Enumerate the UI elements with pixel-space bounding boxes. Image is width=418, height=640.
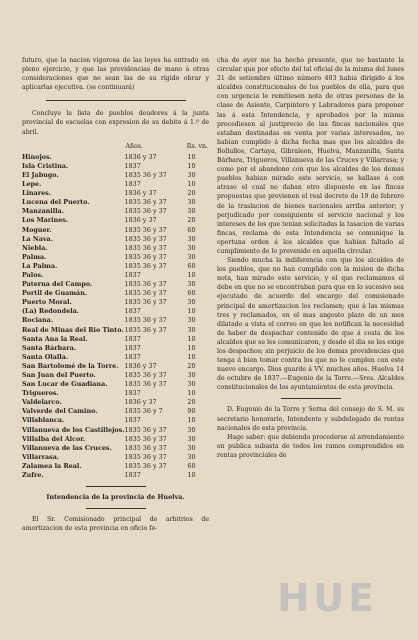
town-years: 1837 [124, 180, 141, 189]
divider [281, 398, 341, 399]
town-amount-extra [196, 471, 209, 480]
table-row [22, 216, 209, 225]
right-paragraph-3: D. Eugenio de la Torre y Serna del consejo de S. M. su secretario honorario, Intendente y subdelegado de rentas nacionales de esta provincia. [217, 406, 404, 432]
town-amount: 30 [187, 252, 196, 261]
town-name: (La) Redondela. [22, 307, 79, 316]
section-text: El Sr. Comisionado principal de arbitrios de amortizacion de esta provincia en oficio fe- [22, 516, 209, 533]
town-amount: 10 [187, 161, 196, 170]
town-amount: 60 [187, 289, 196, 298]
town-years: 1835 36 y 37 [124, 289, 167, 298]
table-row [22, 207, 209, 216]
towns-body [22, 153, 209, 480]
table-row [22, 380, 209, 389]
town-amount: 30 [187, 452, 196, 461]
table-header [22, 141, 209, 153]
town-years: 1835 36 y 37 [124, 243, 167, 252]
town-amount: 10 [187, 334, 196, 343]
town-amount: 60 [187, 225, 196, 234]
town-years: 1835 36 y 37 [124, 425, 167, 434]
divider [46, 100, 186, 101]
town-years: 1835 36 y 37 [124, 461, 167, 470]
town-years: 1835 36 y 37 [124, 434, 167, 443]
table-row [22, 162, 209, 171]
town-years: 1835 36 y 37 [124, 316, 167, 325]
town-amount-extra [196, 380, 209, 389]
town-amount: 30 [187, 234, 196, 243]
town-amount: 30 [187, 434, 196, 443]
town-amount: 10 [187, 307, 196, 316]
town-amount: 30 [187, 325, 196, 334]
town-amount: 30 [187, 380, 196, 389]
town-years: 1837 [124, 343, 141, 352]
table-row [22, 362, 209, 371]
town-amount-extra [196, 298, 209, 307]
town-name: La Nava. [22, 234, 53, 243]
town-years: 1836 y 37 [124, 152, 157, 161]
town-amount: 10 [187, 416, 196, 425]
table-row [22, 416, 209, 425]
town-amount: 30 [187, 425, 196, 434]
town-name: Lepe. [22, 180, 42, 189]
town-years: 1837 [124, 334, 141, 343]
town-amount-extra [196, 289, 209, 298]
town-years: 1837 [124, 161, 141, 170]
table-row [22, 326, 209, 335]
table-row [22, 298, 209, 307]
town-amount: 10 [187, 352, 196, 361]
town-name: San Bartolomé de la Torre. [22, 361, 119, 370]
intro-paragraph: futuro, que la nacion vigorosa de las leyes ha entrado en pleno ejercicio, y que las providencias de mano á otras consideraciones que no sean las de su rígido obrar y aplicarlas ejecutiva. (se continuará) [22, 57, 209, 92]
town-name: La Palma. [22, 261, 58, 270]
town-amount-extra [196, 371, 209, 380]
town-amount-extra [196, 362, 209, 371]
town-years: 1835 36 y 37 [124, 225, 167, 234]
town-amount-extra [196, 435, 209, 444]
town-name: Zalamea la Real. [22, 461, 82, 470]
right-paragraph-1: cha de ayer me ha hecho presente, que no bastante la circular que por efecto del tal oficial de la misma del lunes 21 de setiembre último número 403 habia dirigido á los alcaldes constitucionales de los pueblos de ella, para que con urgencia le remitiesen nota de otras personas de la clase de Asiente, Carpintero y Labradores para proponer las á esta Intendencia, y aprobados por la misma procediesen al justiprecio de las fincas nacionales que estaban destinadas en venta por varias interesados, no habian cumplido á dicha fecha mas que los alcaldes de Bollullos, Cartaya, Gibraleon, Huelva, Manzanilla, Santa Bárbara, Trigueros, Villanueva de las Cruces y Villarrasa; y como por el abandono con que los alcaldes de los demas pueblos habian mirado este servicio, se hallase á con atraso el cual no daban otro dispuesto en las fincas propuestas que previenen el real decreto de 19 de febrero de la traslacion de bienes nacionales arriba anterior; y perjudicado por consiguiente el servicio nacional y los intereses de los que tenian solicitadas la tasacion de varias fincas, reclama de esta Intendencia se comunique la oportuna orden á los alcaldes que habian faltado al cumplimiento de lo prevenido en aquella circular. [217, 57, 404, 255]
town-name: Santa Ana la Real. [22, 334, 88, 343]
town-years: 1837 [124, 416, 141, 425]
right-column [217, 56, 404, 640]
table-row [22, 307, 209, 316]
town-name: Linares. [22, 189, 51, 198]
town-amount-extra [196, 162, 209, 171]
town-name: Villalba del Alcor. [22, 434, 86, 443]
town-amount-extra [196, 316, 209, 325]
town-years: 1837 [124, 352, 141, 361]
town-amount-extra [196, 353, 209, 362]
left-column [14, 56, 209, 640]
town-amount: 30 [187, 316, 196, 325]
town-amount: 30 [187, 243, 196, 252]
town-name: Hinojos. [22, 152, 52, 161]
town-years: 1835 36 y 37 [124, 380, 167, 389]
town-years: 1836 y 37 [124, 216, 157, 225]
table-row [22, 444, 209, 453]
town-amount-extra [196, 180, 209, 189]
divider [86, 486, 146, 487]
town-amount: 90 [187, 407, 196, 416]
town-amount: 30 [187, 371, 196, 379]
town-years: 1835 36 y 37 [124, 371, 167, 379]
town-name: Valverde del Camino. [22, 407, 98, 416]
town-years: 1835 36 y 37 [124, 234, 167, 243]
table-row [22, 189, 209, 198]
town-amount: 20 [187, 398, 196, 407]
table-row [22, 407, 209, 416]
town-amount-extra [196, 216, 209, 225]
town-name: Villanueva de los Castillejos. [22, 425, 125, 434]
table-row [22, 435, 209, 444]
town-amount: 10 [187, 389, 196, 398]
town-name: Isla Cristina. [22, 161, 69, 170]
town-amount: 20 [187, 189, 196, 198]
town-amount-extra [196, 407, 209, 416]
table-row [22, 280, 209, 289]
town-years: 1837 [124, 471, 141, 480]
town-amount-extra [196, 235, 209, 244]
table-row [22, 353, 209, 362]
table-row [22, 398, 209, 407]
divider [86, 508, 146, 509]
town-years: 1835 36 y 37 [124, 280, 167, 289]
table-row [22, 371, 209, 380]
table-row [22, 344, 209, 353]
town-name: Zufre. [22, 471, 44, 480]
town-amount: 10 [187, 471, 196, 480]
town-years: 1835 36 y 37 [124, 207, 167, 216]
town-name: Villarrasa. [22, 452, 60, 461]
town-amount-extra [196, 171, 209, 180]
town-years: 1835 36 y 37 [124, 452, 167, 461]
town-years: 1837 [124, 389, 141, 398]
town-name: Niebla. [22, 243, 48, 252]
right-paragraph-4: Hago saber: que debiendo procederse al arrendamiento en publica subasta de todos los ramos comprendidos en rentas provinciales de [217, 433, 404, 459]
section-heading: Intendencia de la provincia de Huelva. [46, 493, 185, 502]
town-amount-extra [196, 398, 209, 407]
town-years: 1835 36 y 37 [124, 170, 167, 179]
table-row [22, 271, 209, 280]
town-amount: 10 [187, 180, 196, 189]
town-amount-extra [196, 153, 209, 162]
town-years: 1837 [124, 307, 141, 316]
col-years-header: Años. [125, 142, 143, 150]
town-name: Lucena del Puerto. [22, 198, 90, 207]
town-name: San Juan del Puerto. [22, 371, 96, 379]
table-row [22, 171, 209, 180]
town-amount-extra [196, 253, 209, 262]
town-years: 1835 36 y 7 [124, 407, 163, 416]
town-name: Portil de Guamán. [22, 289, 88, 298]
town-amount: 30 [187, 207, 196, 216]
town-amount-extra [196, 226, 209, 235]
town-years: 1835 36 y 37 [124, 252, 167, 261]
town-amount: 60 [187, 461, 196, 470]
town-years: 1835 36 y 37 [124, 198, 167, 207]
table-row [22, 389, 209, 398]
town-name: El Jabugo. [22, 170, 59, 179]
town-name: Villanueva de las Cruces. [22, 443, 112, 452]
town-name: Manzanilla. [22, 207, 64, 216]
town-name: Los Marines. [22, 216, 69, 225]
town-amount-extra [196, 280, 209, 289]
table-row [22, 289, 209, 298]
town-name: Moguer. [22, 225, 52, 234]
town-amount: 10 [187, 343, 196, 352]
table-row [22, 316, 209, 325]
town-amount-extra [196, 444, 209, 453]
town-amount: 30 [187, 298, 196, 307]
debtor-towns-table [22, 141, 209, 480]
table-row [22, 226, 209, 235]
town-amount-extra [196, 189, 209, 198]
town-amount: 30 [187, 280, 196, 289]
town-amount: 20 [187, 361, 196, 370]
town-years: 1836 y 37 [124, 189, 157, 198]
watermark-stamp: HUE [277, 576, 378, 620]
town-years: 1835 36 y 37 [124, 443, 167, 452]
town-name: Rociana. [22, 316, 54, 325]
town-name: Villablanca. [22, 416, 65, 425]
list-intro: Concluye la lista de pueblos deudores á la junta provincial de escuelas con expresion de su debito á 1.º de abril. [22, 110, 209, 136]
town-name: Paterna del Campo. [22, 280, 93, 289]
town-amount-extra [196, 198, 209, 207]
town-amount-extra [196, 453, 209, 462]
town-amount-extra [196, 344, 209, 353]
town-amount: 10 [187, 152, 196, 161]
table-row [22, 180, 209, 189]
town-years: 1836 y 37 [124, 398, 157, 407]
table-row [22, 453, 209, 462]
table-row [22, 471, 209, 480]
table-row [22, 335, 209, 344]
town-amount: 30 [187, 170, 196, 179]
town-amount-extra [196, 335, 209, 344]
town-amount: 10 [187, 270, 196, 279]
table-row [22, 235, 209, 244]
town-amount: 20 [187, 216, 196, 225]
col-amount-header: Rs. vn. [186, 142, 208, 150]
town-years: 1836 y 37 [124, 361, 157, 370]
town-amount: 60 [187, 261, 196, 270]
town-amount-extra [196, 326, 209, 335]
table-row [22, 153, 209, 162]
town-years: 1835 36 y 37 [124, 261, 167, 270]
town-amount-extra [196, 416, 209, 425]
town-amount-extra [196, 462, 209, 471]
table-row [22, 462, 209, 471]
table-row [22, 198, 209, 207]
town-name: Santa Bárbara. [22, 343, 76, 352]
town-amount-extra [196, 307, 209, 316]
town-name: Valdelarco. [22, 398, 62, 407]
town-years: 1835 36 y 37 [124, 298, 167, 307]
town-amount: 30 [187, 198, 196, 207]
town-name: Trigueros. [22, 389, 59, 398]
town-amount-extra [196, 389, 209, 398]
town-name: Palma. [22, 252, 47, 261]
table-row [22, 244, 209, 253]
town-amount-extra [196, 207, 209, 216]
town-amount: 30 [187, 443, 196, 452]
town-years: 1835 36 y 37 [124, 325, 167, 334]
town-amount-extra [196, 426, 209, 435]
town-amount-extra [196, 262, 209, 271]
town-name: Palos. [22, 270, 44, 279]
town-name: Puerto Moral. [22, 298, 72, 307]
town-amount-extra [196, 244, 209, 253]
town-years: 1837 [124, 270, 141, 279]
right-paragraph-2: Siendo mucha la indiferencia con que los alcaldes de los pueblos, que no han cumplido con la mision de dicha nota, han mirado este servicio, y el que reclamamos el debe en que no se encontraban para que en lo sucesivo sea ejecutado de acuerdo del encargo del comisionado principal de amortizacion los reclamen; que á las mismas tres y reclamados, en el mas angosto plazo de un mes dilatado a vista el correo en que les notifican la necesidad de haber de despachar contenido de que á costa de los alcaldes que se les comunicaron, y desde el dia se les exige los despachos; sin perjuicio de los demas providencias que tenga á bien tomar contra los que no le cumplen con este nuevo encargo. Dios guarde á VV. muchos años. Huelva 14 de octubre de 1837.—Eugenio de la Torre.—Sres. Alcaldes constitucionales de los ayuntamientos de esta provincia. [217, 257, 404, 392]
table-row [22, 426, 209, 435]
table-row [22, 253, 209, 262]
town-name: San Lucar de Guadiana. [22, 380, 108, 389]
town-amount-extra [196, 271, 209, 280]
town-name: Real de Minas del Rio Tinto. [22, 325, 124, 334]
town-name: Santa Olalla. [22, 352, 69, 361]
table-row [22, 262, 209, 271]
